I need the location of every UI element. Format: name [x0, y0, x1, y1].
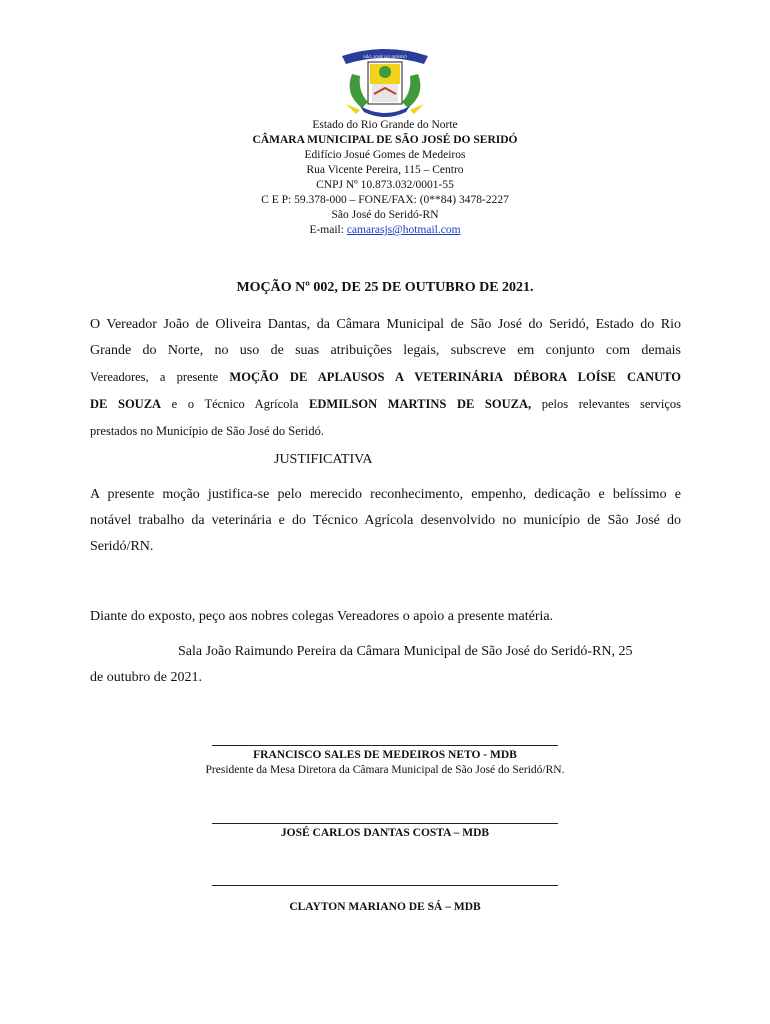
municipal-coat-of-arms-icon: [334, 44, 436, 118]
email-line: [0, 223, 770, 238]
closing-line-1: Sala João Raimundo Pereira da Câmara Municipal de São José do Seridó-RN, 25: [178, 644, 633, 659]
email-label: E-mail:: [309, 224, 347, 236]
signature-line: [212, 745, 558, 746]
intro-line-4: DE SOUZA e o Técnico Agrícola EDMILSON MARTINS DE SOUZA, pelos relevantes serviços: [90, 397, 682, 411]
justification-line-1: A presente moção justifica-se pelo merecido reconhecimento, empenho, dedicação e belíssimo e: [90, 487, 681, 502]
closing-line-2: de outubro de 2021.: [90, 670, 202, 685]
signature-block-2: [0, 823, 770, 841]
letterhead: [0, 118, 770, 238]
cnpj-line: CNPJ Nº 10.873.032/0001-55: [316, 179, 454, 191]
signatory-name: FRANCISCO SALES DE MEDEIROS NETO - MDB: [253, 749, 517, 761]
building-line: Edifício Josué Gomes de Medeiros: [304, 149, 466, 161]
intro-paragraph: [90, 312, 681, 444]
intro-line-1: O Vereador João de Oliveira Dantas, da Câmara Municipal de São José do Seridó, Estado do Rio: [90, 317, 681, 332]
chamber-name: CÂMARA MUNICIPAL DE SÃO JOSÉ DO SERIDÓ: [252, 134, 518, 146]
intro-line-3: Vereadores, a presente MOÇÃO DE APLAUSOS A VETERINÁRIA DÉBORA LOÍSE CANUTO: [90, 370, 681, 384]
signature-line: [212, 823, 558, 824]
cep-phone-line: C E P: 59.378-000 – FONE/FAX: (0**84) 3478-2227: [261, 194, 509, 206]
street-line: Rua Vicente Pereira, 115 – Centro: [306, 164, 464, 176]
crest-banner-text: SÃO JOSÉ DO SERIDÓ: [363, 54, 407, 59]
justification-line-3: Seridó/RN.: [90, 539, 154, 554]
signature-block-1: [0, 745, 770, 778]
document-title: MOÇÃO Nº 002, DE 25 DE OUTUBRO DE 2021.: [236, 280, 534, 295]
signature-block-3: [0, 885, 770, 915]
signatory-name: CLAYTON MARIANO DE SÁ – MDB: [289, 901, 481, 913]
closing-paragraph: [90, 639, 681, 691]
signatory-role: Presidente da Mesa Diretora da Câmara Municipal de São José do Seridó/RN.: [205, 764, 565, 776]
request-line: Diante do exposto, peço aos nobres colegas Vereadores o apoio a presente matéria.: [90, 609, 554, 624]
intro-line-5: prestados no Município de São José do Seridó.: [90, 424, 325, 438]
city-line: São José do Seridó-RN: [331, 209, 439, 221]
signatory-name: JOSÉ CARLOS DANTAS COSTA – MDB: [280, 827, 490, 839]
email-link[interactable]: camarasjs@hotmail.com: [346, 224, 461, 236]
request-paragraph: [90, 604, 681, 630]
signature-line: [212, 885, 558, 886]
intro-line-2: Grande do Norte, no uso de suas atribuições legais, subscreve em conjunto com demais: [90, 343, 681, 358]
justification-heading: JUSTIFICATIVA: [274, 452, 373, 467]
justification-paragraph: [90, 482, 681, 560]
justification-line-2: notável trabalho da veterinária e do Técnico Agrícola desenvolvido no município de São José do: [90, 513, 681, 528]
state-line: Estado do Rio Grande do Norte: [312, 119, 458, 131]
